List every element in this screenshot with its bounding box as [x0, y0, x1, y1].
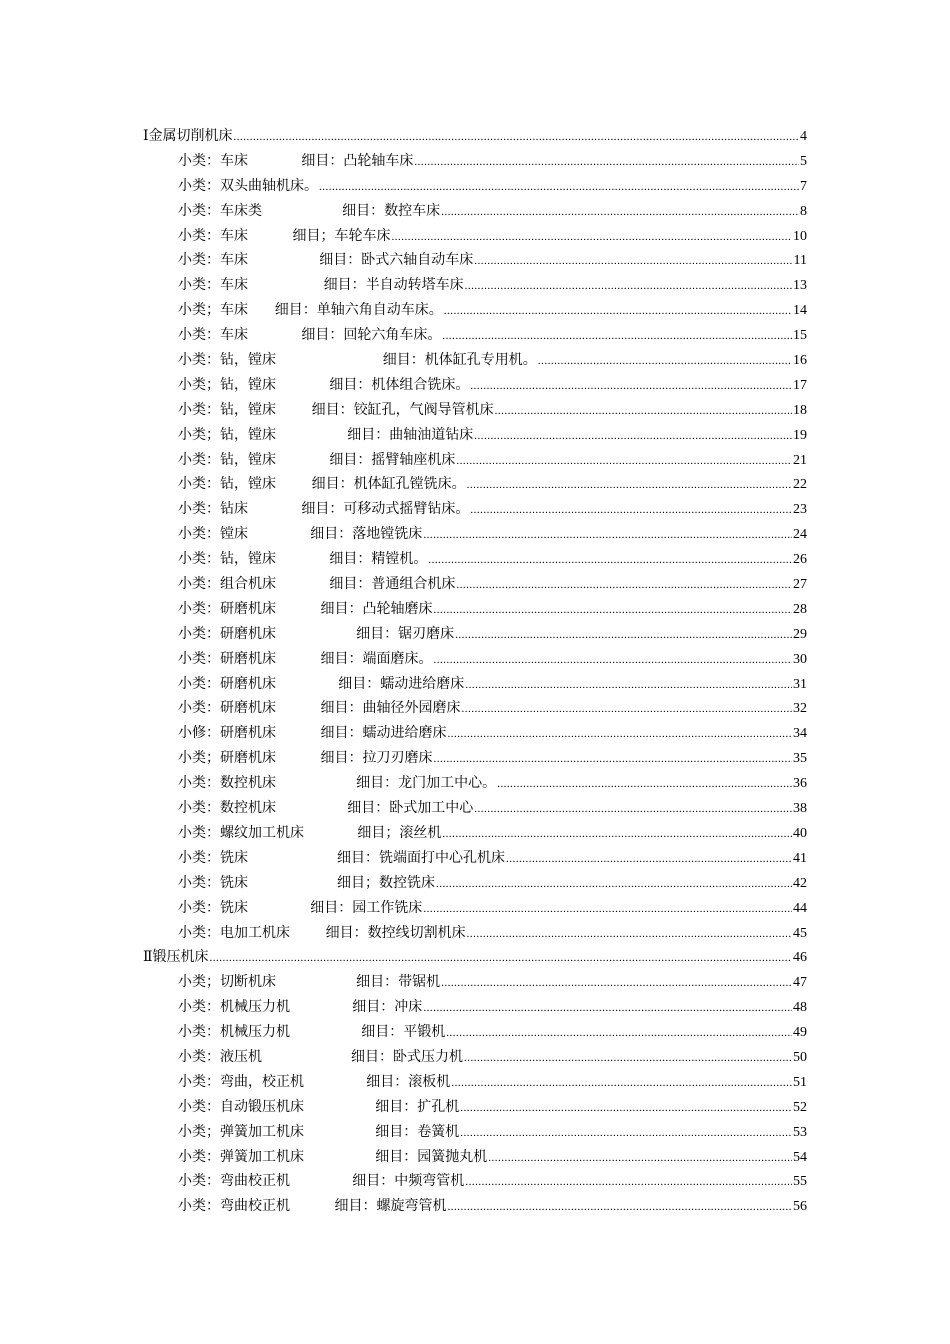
dot-leader	[442, 330, 792, 342]
toc-entry-title: 小类：铣床 细目：园工作铣床	[178, 899, 423, 916]
toc-entry[interactable]	[143, 747, 807, 772]
toc-entry-title: 小类：钻床 细目：可移动式摇臂钻床。	[178, 501, 470, 518]
toc-entry-title: 小类：铣床 细目；数控铣床	[178, 874, 436, 891]
toc-entry-title: 小类：钻，镗床 细目：机体缸孔专用机。	[178, 352, 537, 369]
toc-entry-title: 小类：弯曲，校正机 细目：滚板机	[178, 1073, 451, 1090]
dot-leader	[462, 703, 792, 715]
toc-section-entry[interactable]	[143, 125, 807, 150]
dot-leader	[446, 1027, 792, 1039]
dot-leader	[448, 728, 792, 740]
toc-page-number: 23	[793, 502, 807, 518]
toc-entry[interactable]	[143, 872, 807, 897]
toc-page-number: 26	[793, 552, 807, 568]
dot-leader	[423, 529, 792, 541]
toc-page-number: 44	[793, 900, 807, 916]
toc-page-number: 47	[793, 975, 807, 991]
toc-entry[interactable]	[143, 971, 807, 996]
dot-leader	[414, 156, 799, 168]
toc-page-number: 5	[800, 153, 807, 169]
toc-entry[interactable]	[143, 722, 807, 747]
toc-page-number: 49	[793, 1025, 807, 1041]
toc-entry-title: 小类：液压机 细目：卧式压力机	[178, 1048, 464, 1065]
toc-entry[interactable]	[143, 1021, 807, 1046]
toc-entry-title: 小类：车床 细目：卧式六轴自动车床	[178, 252, 474, 269]
toc-entry-title: 小类：研磨机床 细目：凸轮轴磨床	[178, 600, 433, 617]
table-of-contents	[143, 125, 807, 1220]
dot-leader	[495, 405, 792, 417]
dot-leader	[460, 1127, 792, 1139]
dot-leader	[470, 380, 792, 392]
toc-entry-title: 小类：组合机床 细目：普通组合机床	[178, 576, 456, 593]
toc-entry[interactable]	[143, 623, 807, 648]
dot-leader	[441, 977, 792, 989]
toc-entry[interactable]	[143, 673, 807, 698]
toc-page-number: 55	[793, 1174, 807, 1190]
toc-entry-title: 小类；钻，镗床 细目：曲轴油道钻床	[178, 426, 474, 443]
toc-page-number: 7	[800, 178, 807, 194]
dot-leader	[451, 1077, 792, 1089]
dot-leader	[470, 504, 792, 516]
toc-entry[interactable]	[143, 424, 807, 449]
toc-entry-title: 小类：研磨机床 细目：曲轴径外园磨床	[178, 700, 461, 717]
toc-entry[interactable]	[143, 324, 807, 349]
toc-page-number: 53	[793, 1124, 807, 1140]
toc-entry-title: 小类；研磨机床 细目：拉刀刃磨床	[178, 750, 433, 767]
toc-section-entry[interactable]	[143, 946, 807, 971]
toc-page-number: 22	[793, 477, 807, 493]
toc-entry-title: 小类：机械压力机 细目：冲床	[178, 999, 423, 1016]
dot-leader	[506, 853, 792, 865]
toc-entry[interactable]	[143, 150, 807, 175]
dot-leader	[441, 206, 799, 218]
toc-page-number: 13	[793, 278, 807, 294]
toc-entry[interactable]	[143, 772, 807, 797]
toc-page-number: 52	[793, 1099, 807, 1115]
toc-entry[interactable]	[143, 249, 807, 274]
toc-entry[interactable]	[143, 1195, 807, 1220]
toc-entry[interactable]	[143, 349, 807, 374]
toc-entry[interactable]	[143, 648, 807, 673]
toc-entry[interactable]	[143, 697, 807, 722]
toc-entry[interactable]	[143, 523, 807, 548]
toc-page-number: 30	[793, 651, 807, 667]
toc-entry[interactable]	[143, 498, 807, 523]
toc-entry[interactable]	[143, 1121, 807, 1146]
toc-entry[interactable]	[143, 299, 807, 324]
toc-page-number: 51	[793, 1074, 807, 1090]
toc-entry[interactable]	[143, 598, 807, 623]
toc-entry[interactable]	[143, 200, 807, 225]
toc-page-number: 38	[793, 801, 807, 817]
toc-entry[interactable]	[143, 225, 807, 250]
toc-entry-title: 小类：铣床 细目：铣端面打中心孔机床	[178, 849, 506, 866]
toc-entry-title: 小类：弯曲校正机 细目：中频弯管机	[178, 1173, 465, 1190]
toc-entry-title: 小类：车床 细目：回轮六角车床。	[178, 327, 442, 344]
toc-page-number: 34	[793, 726, 807, 742]
toc-entry-title: 小类；钻，镗床 细目：机体组合铣床。	[178, 376, 470, 393]
toc-page-number: 19	[793, 427, 807, 443]
dot-leader	[464, 1052, 792, 1064]
toc-entry-title: 小类：车床 细目：半自动转塔车床	[178, 277, 464, 294]
toc-entry-title: 小类：车床 细目：凸轮轴车床	[178, 152, 414, 169]
toc-page-number: 15	[793, 328, 807, 344]
toc-page-number: 35	[793, 751, 807, 767]
toc-entry-title: 小类；切断机床 细目：带锯机	[178, 974, 441, 991]
toc-entry-title: 小类：钻，镗床 细目：机体缸孔镗铣床。	[178, 476, 466, 493]
toc-page-number: 42	[793, 875, 807, 891]
dot-leader	[497, 778, 792, 790]
toc-entry[interactable]	[143, 399, 807, 424]
toc-entry-title: 小类：车床 细目；车轮车床	[178, 227, 391, 244]
toc-entry-title: 小类：电加工机床 细目：数控线切割机床	[178, 924, 466, 941]
toc-entry-title: 小类：研磨机床 细目：锯刃磨床	[178, 625, 455, 642]
dot-leader	[319, 181, 799, 193]
dot-leader	[434, 604, 792, 616]
toc-entry-title: 小类：研磨机床 细目：蠕动进给磨床	[178, 675, 465, 692]
toc-entry-title: 小类；车床 细目：单轴六角自动车床。	[178, 302, 443, 319]
dot-leader	[465, 280, 792, 292]
toc-entry-title: Ⅰ金属切削机床	[143, 128, 233, 144]
dot-leader	[460, 1102, 792, 1114]
toc-entry[interactable]	[143, 1170, 807, 1195]
toc-entry-title: 小类：钻，镗床 细目：摇臂轴座机床	[178, 451, 456, 468]
dot-leader	[434, 753, 792, 765]
toc-page-number: 11	[793, 253, 807, 269]
toc-entry[interactable]	[143, 1146, 807, 1171]
toc-entry[interactable]	[143, 274, 807, 299]
toc-page-number: 4	[800, 129, 807, 144]
dot-leader	[392, 231, 792, 243]
dot-leader	[467, 479, 792, 491]
dot-leader	[474, 430, 792, 442]
toc-page-number: 50	[793, 1049, 807, 1065]
toc-entry-title: 小类：自动锻压机床 细目：扩孔机	[178, 1098, 460, 1115]
toc-entry-title: 小类；弹簧加工机床 细目：卷簧机	[178, 1123, 460, 1140]
toc-entry[interactable]	[143, 1046, 807, 1071]
dot-leader	[428, 554, 792, 566]
toc-page-number: 14	[793, 303, 807, 319]
dot-leader	[456, 455, 792, 467]
toc-entry-title: 小类：车床类 细目：数控车床	[178, 202, 441, 219]
toc-entry[interactable]	[143, 1071, 807, 1096]
toc-entry[interactable]	[143, 548, 807, 573]
dot-leader	[423, 1002, 792, 1014]
dot-leader	[465, 1176, 792, 1188]
toc-entry-title: 小修：研磨机床 细目：蠕动进给磨床	[178, 725, 447, 742]
toc-entry-title: 小类：镗床 细目：落地镗铣床	[178, 526, 423, 543]
toc-entry[interactable]	[143, 922, 807, 947]
toc-entry-title: 小类：螺纹加工机床 细目；滚丝机	[178, 824, 442, 841]
toc-page-number: 31	[793, 676, 807, 692]
toc-page-number: 17	[793, 377, 807, 393]
toc-entry-title: 小类：弯曲校正机 细目：螺旋弯管机	[178, 1198, 447, 1215]
dot-leader	[436, 878, 792, 890]
toc-page-number: 27	[793, 577, 807, 593]
toc-entry-title: 小类：弹簧加工机床 细目：园簧抛丸机	[178, 1148, 488, 1165]
toc-entry[interactable]	[143, 374, 807, 399]
toc-page-number: 46	[793, 950, 807, 966]
dot-leader	[434, 654, 792, 666]
toc-page-number: 36	[793, 776, 807, 792]
dot-leader	[465, 679, 792, 691]
toc-page-number: 18	[793, 402, 807, 418]
toc-page-number: 16	[793, 353, 807, 369]
toc-page-number: 8	[800, 203, 807, 219]
toc-entry[interactable]	[143, 175, 807, 200]
toc-entry-title: 小类：机械压力机 细目：平锻机	[178, 1024, 446, 1041]
toc-page-number: 48	[793, 1000, 807, 1016]
dot-leader	[474, 803, 792, 815]
toc-entry[interactable]	[143, 797, 807, 822]
dot-leader	[456, 579, 792, 591]
toc-entry[interactable]	[143, 897, 807, 922]
toc-entry-title: Ⅱ锻压机床	[143, 949, 209, 966]
toc-page-number: 29	[793, 626, 807, 642]
toc-entry[interactable]	[143, 573, 807, 598]
toc-entry-title: 小类：数控机床 细目：卧式加工中心	[178, 800, 474, 817]
dot-leader	[474, 255, 792, 267]
toc-entry-title: 小类：研磨机床 细目：端面磨床。	[178, 650, 433, 667]
toc-entry[interactable]	[143, 847, 807, 872]
toc-page-number: 28	[793, 601, 807, 617]
dot-leader	[444, 305, 792, 317]
dot-leader	[210, 952, 792, 964]
dot-leader	[538, 355, 792, 367]
toc-page-number: 40	[793, 825, 807, 841]
dot-leader	[423, 903, 792, 915]
dot-leader	[234, 131, 799, 143]
toc-page-number: 21	[793, 452, 807, 468]
dot-leader	[448, 1201, 792, 1213]
dot-leader	[455, 629, 792, 641]
toc-page-number: 32	[793, 701, 807, 717]
toc-page-number: 41	[793, 850, 807, 866]
toc-page-number: 45	[793, 925, 807, 941]
toc-entry-title: 小类：钻，镗床 细目：铰缸孔，气阀导管机床	[178, 401, 494, 418]
toc-entry-title: 小类：双头曲轴机床。	[178, 177, 318, 194]
toc-page-number: 56	[793, 1199, 807, 1215]
dot-leader	[442, 828, 792, 840]
toc-entry[interactable]	[143, 996, 807, 1021]
toc-page-number: 24	[793, 527, 807, 543]
toc-entry[interactable]	[143, 1096, 807, 1121]
toc-entry[interactable]	[143, 449, 807, 474]
toc-entry[interactable]	[143, 822, 807, 847]
toc-page-number: 54	[793, 1149, 807, 1165]
toc-entry-title: 小类：钻，镗床 细目：精镗机。	[178, 551, 428, 568]
dot-leader	[488, 1152, 792, 1164]
toc-page-number: 10	[793, 228, 807, 244]
toc-entry[interactable]	[143, 473, 807, 498]
toc-entry-title: 小类：数控机床 细目：龙门加工中心。	[178, 775, 497, 792]
dot-leader	[467, 928, 792, 940]
